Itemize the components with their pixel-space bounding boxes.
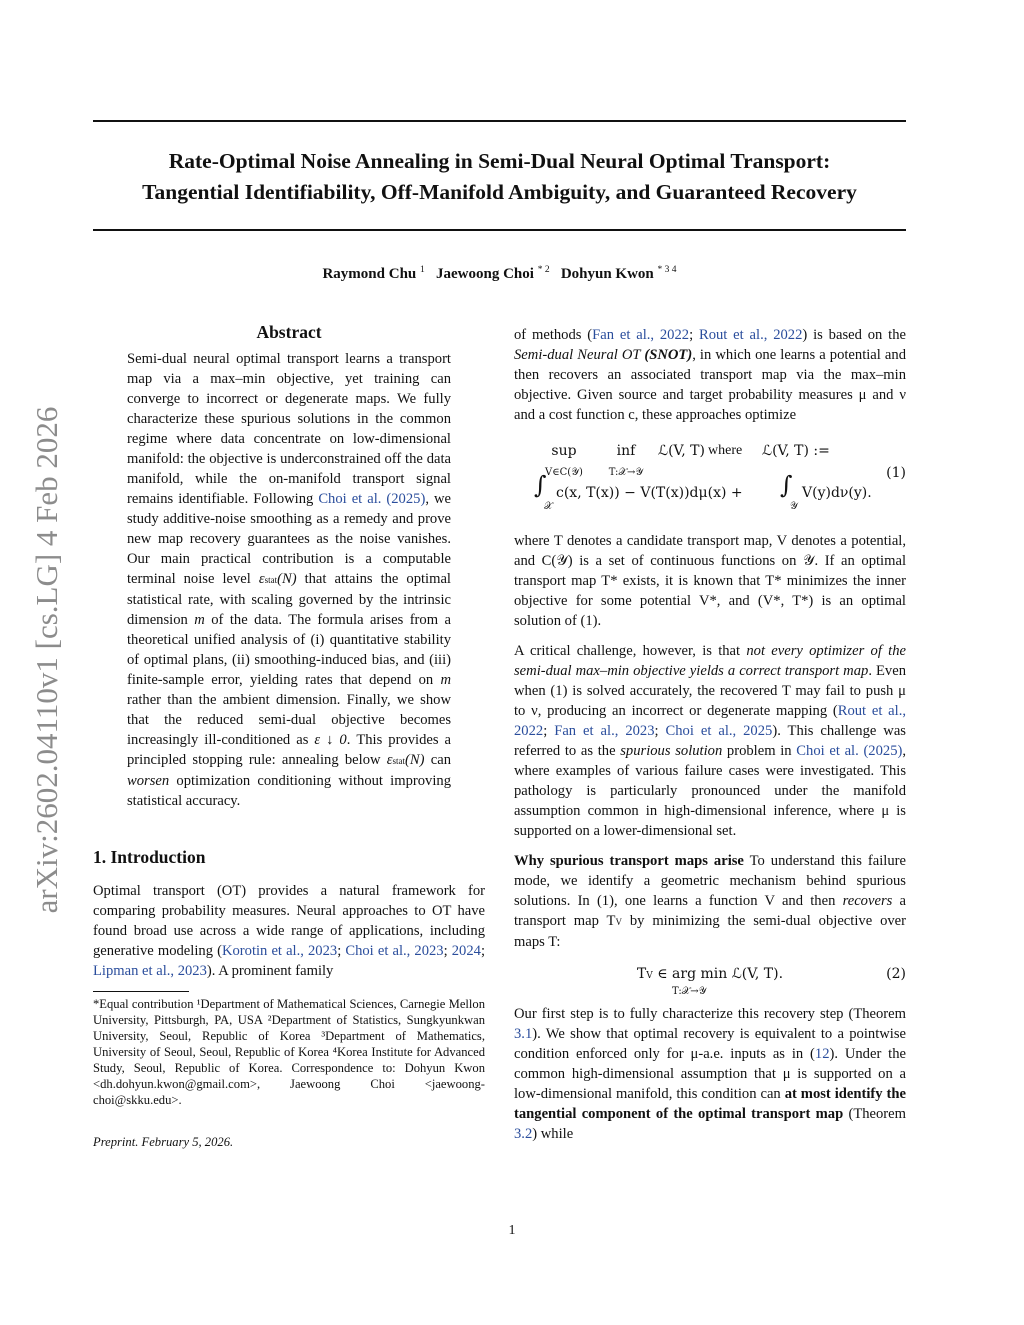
right-column [514,325,906,1144]
citation-link[interactable]: Rout et al., 2022 [514,703,906,739]
author-affil: * 2 [537,265,550,275]
preprint-note: Preprint. February 5, 2026. [93,1135,234,1149]
top-rule [93,120,906,122]
title-line-1: Rate-Optimal Noise Annealing in Semi-Dual Neural Optimal Transport: [168,149,831,173]
abstract-body: Semi-dual neural optimal transport learns a transport map via a max–min objective, yet training can converge to incorrect or degenerate maps. We fully characterize these spurious solutions in the common regime where data concentrate on low-dimensional manifold: the objective is underconstrained off the data manifold, while the on-manifold transport signal remains identifiable. Following Choi et al. (2025), we study additive-noise smoothing as a remedy and prove new map recovery guarantees as the noise vanishes. Our main practical contribution is a computable terminal noise level εstat(N) that attains the optimal statistical rate, with scaling governed by the intrinsic dimension m of the data. The formula arises from a theoretical unified analysis of (i) quantitative stability of optimal plans, (ii) smoothing-induced bias, and (iii) finite-sample error, yielding rates that depend on m rather than the ambient dimension. Finally, we show that the reduced semi-dual objective becomes increasingly ill-conditioned as ε ↓ 0. This provides a principled stopping rule: annealing below εstat(N) can worsen optimization conditioning without improving statistical accuracy. [127,351,451,809]
citation-link[interactable]: Choi et al., 2025 [665,723,773,739]
paragraph-heading: Why spurious transport maps arise [514,853,744,869]
citation-link[interactable]: Fan et al., 2022 [592,327,690,343]
title-line-2: Tangential Identifiability, Off-Manifold Ambiguity, and Guaranteed Recovery [142,180,857,204]
title-bottom-rule [93,229,906,231]
theorem-ref-link[interactable]: 3.2 [514,1126,533,1142]
citation-link[interactable]: Fan et al., 2023 [554,723,655,739]
citation-link[interactable]: Choi et al., 2023 [345,943,444,959]
author-name: Dohyun Kwon [560,266,654,282]
citation-link[interactable]: Lipman et al., 2023 [93,963,207,979]
paragraph: where T denotes a candidate transport map, V denotes a potential, and C(𝒴) is a set of continuous functions on 𝒴. If an optimal transport map T* exists, it is known that T* minimizes the inner objective for some potential V*, and (V*, T*) is an optimal solution of (1). [514,533,906,629]
paragraph: Why spurious transport maps arise To understand this failure mode, we identify a geometric mechanism behind spurious solutions. In (1), one learns a function V and then recovers a transport map TV by minimizing the semi-dual objective over maps T: [514,853,906,950]
intro-paragraph: Optimal transport (OT) provides a natural framework for comparing probability measures. Neural approaches to OT have found broad use across a wide range of applications, including generative modeling (Korotin et al., 2023; Choi et al., 2023; 2024; Lipman et al., 2023). A prominent family [93,883,485,979]
paragraph: Our first step is to fully characterize this recovery step (Theorem 3.1). We show that optimal recovery is equivalent to a pointwise condition enforced only for μ-a.e. inputs as in (12). Under the common high-dimensional assumption that μ is supported on a low-dimensional manifold, this condition can at most identify the tangential component of the optimal transport map (Theorem 3.2) while [514,1006,906,1142]
theorem-ref-link[interactable]: 3.1 [514,1026,533,1042]
citation-link[interactable]: Choi et al. (2025) [318,491,426,507]
paragraph: A critical challenge, however, is that not every optimizer of the semi-dual max–min objective yields a correct transport map. Even when (1) is solved accurately, the recovered T may fail to push μ to ν, producing an incorrect or degenerate mapping (Rout et al., 2022; Fan et al., 2023; Choi et al., 2025). This challenge was referred to as the spurious solution problem in Choi et al. (2025), where examples of various failure cases were investigated. This pathology is particularly pronounced under the manifold assumption common in high-dimensional inference, where μ is supported on a lower-dimensional set. [514,643,907,839]
citation-link[interactable]: Rout et al., 2022 [698,327,803,343]
left-column [93,318,485,1152]
equation-2: TV ∈ arg min ℒ(V, T). T:𝒳→𝒴 (2) [636,966,906,997]
footnote: *Equal contribution ¹Department of Mathematical Sciences, Carnegie Mellon University, Pittsburgh, PA, USA ²Department of Statistics, Sungkyunkwan University, Seoul, Republic of Korea ³Department of Mathematics, University of Seoul, Seoul, Republic of Korea ⁴Korea Institute for Advanced Study, Seoul, Republic of Korea. Correspondence to: Dohyun Kwon <dh.dohyun.kwon@gmail.com>, Jaewoong Choi <jaewoong-choi@skku.edu>. [93,997,485,1107]
author-name: Raymond Chu [322,266,417,282]
footnote-rule [93,991,189,992]
equation-ref-link[interactable]: 12 [814,1046,830,1062]
arxiv-identifier: arXiv:2602.04110v1 [cs.LG] 4 Feb 2026 [29,406,64,914]
author-affil: 1 [420,265,425,275]
author-affil: * 3 4 [657,265,677,275]
abstract-heading: Abstract [256,322,322,342]
page-number: 1 [508,1223,516,1238]
section-heading-introduction: 1. Introduction [93,847,206,867]
equation-1: sup V∈C(𝒴) inf T:𝒳→𝒴 ℒ(V, T) where ℒ(V, T) := ∫ 𝒳 c(x, T(x)) − V(T(x))dμ(x) + ∫ 𝒴 V(y)dν(y). (1) [534,443,906,512]
author-list [93,265,906,283]
paragraph: of methods (Fan et al., 2022; Rout et al., 2022) is based on the Semi-dual Neural OT (SNOT), in which one learns a potential and then recovers an associated transport map via the max–min objective. Given source and target probability measures μ and ν and a cost function c, these approaches optimize [514,327,906,423]
citation-link[interactable]: Choi et al. (2025) [796,743,903,759]
equation-number: (2) [886,966,906,982]
equation-number: (1) [886,465,906,481]
citation-link[interactable]: Korotin et al., 2023 [221,943,338,959]
citation-link[interactable]: 2024 [451,943,481,959]
paper-title [93,146,906,208]
author-name: Jaewoong Choi [436,266,534,282]
